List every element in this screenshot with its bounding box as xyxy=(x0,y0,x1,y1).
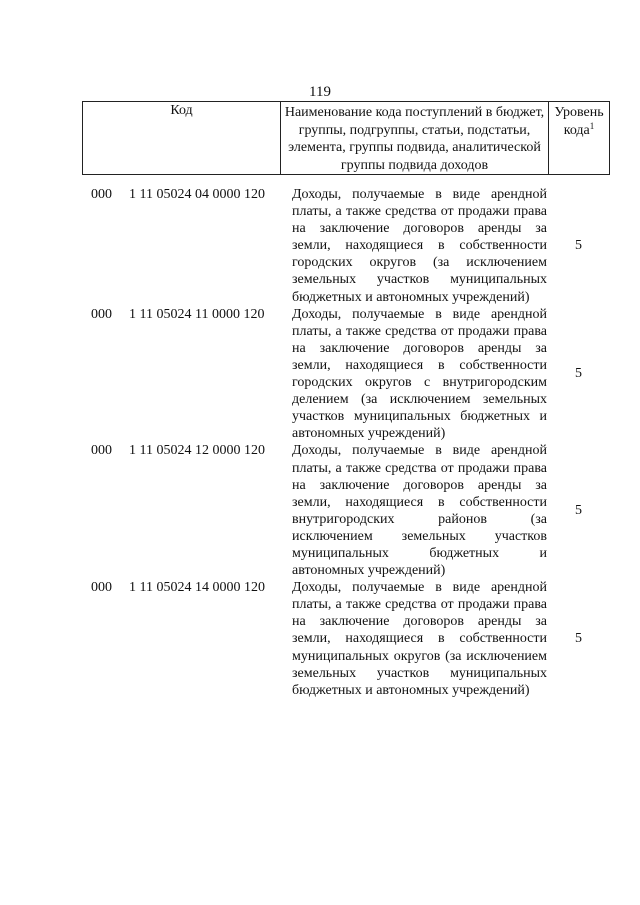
revenue-code: 1 11 05024 12 0000 120 xyxy=(129,443,265,459)
code-row xyxy=(84,442,610,579)
code-row xyxy=(84,306,610,443)
code-level: 5 xyxy=(575,631,582,647)
revenue-code: 1 11 05024 04 0000 120 xyxy=(129,187,265,202)
revenue-code: 1 11 05024 11 0000 120 xyxy=(129,306,265,322)
admin-code: 000 xyxy=(91,187,112,202)
revenue-name: Доходы, получаемые в виде арендной платы, а также средства от продажи права на заключение договоров аренды за земли, находящиеся в собственности городских округов (за исключением земельных участков муниципальных бюджетных и автономных учреждений) xyxy=(292,187,547,305)
admin-code: 000 xyxy=(91,580,112,596)
revenue-name: Доходы, получаемые в виде арендной платы, а также средства от продажи права на заключение договоров аренды за земли, находящиеся в собственности муниципальных округов (за исключением земельных участков муниципальных бюджетных и автономных учреждений) xyxy=(292,580,547,698)
column-header-table xyxy=(82,101,610,175)
revenue-name: Доходы, получаемые в виде арендной платы, а также средства от продажи права на заключение договоров аренды за земли, находящиеся в собственности внутригородских районов (за исключением земельных участков муниципальных бюджетных и автономных учреждений) xyxy=(292,443,547,579)
revenue-name: Доходы, получаемые в виде арендной платы, а также средства от продажи права на заключение договоров аренды за земли, находящиеся в собственности городских округов с внутригородским делением (за исключением земельных участков муниципальных бюджетных и автономных учреждений) xyxy=(292,306,547,442)
header-name: Наименование кода поступлений в бюджет, группы, подгруппы, статьи, подстатьи, элемента, группы подвида, аналитической группы подвида доходов xyxy=(281,102,549,175)
column-header-row xyxy=(83,102,610,175)
revenue-code: 1 11 05024 14 0000 120 xyxy=(129,580,265,596)
code-row xyxy=(84,579,610,699)
header-code: Код xyxy=(83,102,281,175)
admin-code: 000 xyxy=(91,306,112,322)
code-level: 5 xyxy=(575,366,582,382)
header-level xyxy=(549,102,610,175)
page-number: 119 xyxy=(309,84,331,100)
code-list xyxy=(84,186,610,699)
code-level: 5 xyxy=(575,503,582,519)
code-row xyxy=(84,186,610,306)
header-level-label: Уровень кода xyxy=(554,105,604,138)
admin-code: 000 xyxy=(91,443,112,459)
code-level: 5 xyxy=(575,238,582,254)
footnote-marker: 1 xyxy=(589,120,595,131)
